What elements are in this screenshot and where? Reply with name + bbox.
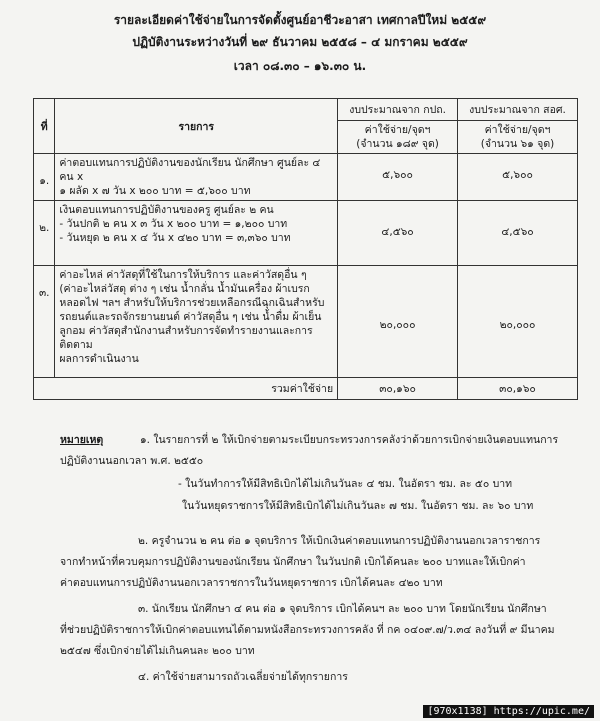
note-2-line-1: ๒. ครูจำนวน ๒ คน ต่อ ๑ จุดบริการ ให้เบิกเงินค่าตอบแทนการปฏิบัติงานนอกเวลาราชการ (138, 535, 541, 547)
document-period: ปฏิบัติงานระหว่างวันที่ ๒๙ ธันวาคม ๒๕๕๘ – ๔ มกราคม ๒๕๕๙ (132, 35, 468, 49)
note-1-line-4: ในวันหยุดราชการให้มีสิทธิเบิกได้ไม่เกินวันละ ๗ ชม. ในอัตรา ชม. ละ ๖๐ บาท (182, 500, 534, 512)
note-1-line-3: - ในวันทำการให้มีสิทธิเบิกได้ไม่เกินวันละ ๔ ชม. ในอัตรา ชม. ละ ๕๐ บาท (178, 478, 513, 490)
total-amount-a: ๓๐,๑๖๐ (338, 378, 458, 400)
note-3-line-3: ๒๕๔๗ ซึ่งเบิกจ่ายได้ไม่เกินคนละ ๒๐๐ บาท (60, 645, 255, 657)
col-b-sub2: (จำนวน ๖๑ จุด) (480, 138, 555, 150)
col-header-budget-a: งบประมาณจาก กปถ. (338, 99, 458, 121)
row-item-line: หลอดไฟ ฯลฯ สำหรับให้บริการช่วยเหลือกรณีฉุกเฉินสำหรับ (59, 297, 325, 309)
row-item-line: ค่าอะไหล่ ค่าวัสดุที่ใช้ในการให้บริการ และค่าวัสดุอื่น ๆ (59, 269, 307, 281)
note-1-line-2: ปฏิบัติงานนอกเวลา พ.ศ. ๒๕๕๐ (60, 455, 204, 467)
row-item-line: เงินตอบแทนการปฏิบัติงานของครู ศูนย์ละ ๒ คน (59, 204, 274, 216)
note-3-line-2: ที่ช่วยปฏิบัติราชการให้เบิกค่าตอบแทนได้ตามหนังสือกระทรวงการคลัง ที่ กค ๐๔๐๙.๗/ว.๓๔ ลงวันที่ ๙ มีนาคม (60, 624, 555, 636)
row-item-line: ค่าตอบแทนการปฏิบัติงานของนักเรียน นักศึกษา ศูนย์ละ ๔ คน x (59, 157, 321, 183)
col-a-sub1: ค่าใช้จ่าย/จุดฯ (364, 124, 431, 136)
row-number: ๓. (34, 266, 55, 378)
row-number: ๑. (34, 154, 55, 201)
row-amount-a: ๕,๖๐๐ (338, 154, 458, 201)
col-header-item: รายการ (55, 99, 338, 154)
row-item-line: ลูกอม ค่าวัสดุสำนักงานสำหรับการจัดทำรายงานและการติดตาม (59, 325, 313, 351)
row-amount-b: ๔,๕๖๐ (458, 201, 578, 266)
row-amount-a: ๒๐,๐๐๐ (338, 266, 458, 378)
row-item-line: รถยนต์และรถจักรยานยนต์ ค่าวัสดุอื่น ๆ เช่น น้ำดื่ม ผ้าเย็น (59, 311, 322, 323)
note-2-line-2: จากทำหน้าที่ควบคุมการปฏิบัติงานของนักเรียน นักศึกษา ในวันปกติ เบิกได้คนละ ๒๐๐ บาทและให้เบิกค่า (60, 556, 526, 568)
col-a-sub2: (จำนวน ๑๘๙ จุด) (356, 138, 439, 150)
note-2-line-3: ค่าตอบแทนการปฏิบัติงานนอกเวลาราชการในวันหยุดราชการ เบิกได้คนละ ๔๒๐ บาท (60, 577, 443, 589)
col-b-sub1: ค่าใช้จ่าย/จุดฯ (484, 124, 551, 136)
row-amount-b: ๒๐,๐๐๐ (458, 266, 578, 378)
row-amount-b: ๕,๖๐๐ (458, 154, 578, 201)
notes-heading: หมายเหตุ (60, 434, 104, 446)
note-1-line-1: ๑. ในรายการที่ ๒ ให้เบิกจ่ายตามระเบียบกระทรวงการคลังว่าด้วยการเบิกจ่ายเงินตอบแทนการ (140, 434, 559, 446)
row-item-line: ๑ ผลัด x ๗ วัน x ๒๐๐ บาท = ๕,๖๐๐ บาท (59, 185, 251, 197)
col-header-no: ที่ (34, 99, 55, 154)
row-item-line: - วันหยุด ๒ คน x ๔ วัน x ๔๒๐ บาท = ๓,๓๖๐ บาท (59, 232, 291, 244)
row-number: ๒. (34, 201, 55, 266)
document-time: เวลา ๐๘.๓๐ – ๑๖.๓๐ น. (233, 59, 367, 73)
total-label: รวมค่าใช้จ่าย (34, 378, 338, 400)
document-title: รายละเอียดค่าใช้จ่ายในการจัดตั้งศูนย์อาชีวะอาสา เทศกาลปีใหม่ ๒๕๕๙ (113, 13, 487, 27)
row-item-line: ผลการดำเนินงาน (59, 353, 139, 365)
note-4-line-1: ๔. ค่าใช้จ่ายสามารถถัวเฉลี่ยจ่ายได้ทุกรายการ (138, 671, 348, 683)
total-amount-b: ๓๐,๑๖๐ (458, 378, 578, 400)
note-3-line-1: ๓. นักเรียน นักศึกษา ๔ คน ต่อ ๑ จุดบริการ เบิกได้คนฯ ละ ๒๐๐ บาท โดยนักเรียน นักศึกษา (138, 603, 547, 615)
row-amount-a: ๔,๕๖๐ (338, 201, 458, 266)
row-item-line: (ค่าอะไหล่วัสดุ ต่าง ๆ เช่น น้ำกลั่น น้ำมันเครื่อง ผ้าเบรก (59, 283, 310, 295)
image-host-watermark: [970x1138] https://upic.me/ (423, 705, 594, 718)
col-header-budget-b: งบประมาณจาก สอศ. (458, 99, 578, 121)
row-item-line: - วันปกติ ๒ คน x ๓ วัน x ๒๐๐ บาท = ๑,๒๐๐ บาท (59, 218, 288, 230)
